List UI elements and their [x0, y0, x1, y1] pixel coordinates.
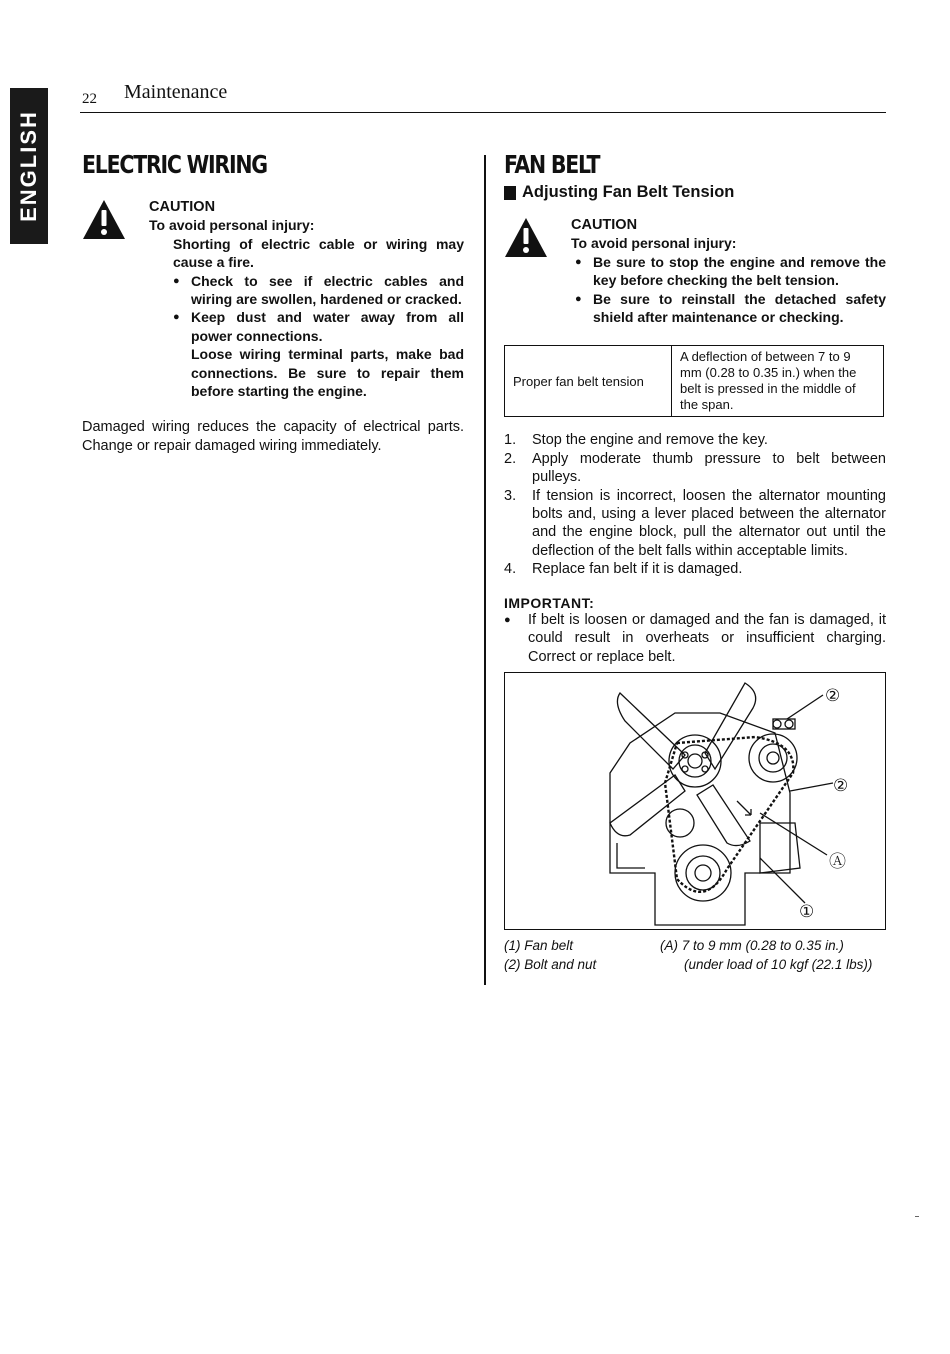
caution-intro: To avoid personal injury: — [571, 235, 737, 252]
bullet-dot-icon: ● — [173, 311, 180, 324]
bullet-dot-icon: ● — [173, 274, 180, 287]
engine-fan-belt-figure — [504, 672, 886, 930]
belt-tension-spec-table — [504, 345, 884, 417]
caution-title: CAUTION — [571, 217, 638, 233]
electric-wiring-section — [82, 148, 464, 471]
caution-bullet: ● Keep dust and water away from all power connections. — [173, 309, 464, 344]
important-note: ● If belt is loosen or damaged and the fan is damaged, it could result in overheats or insufficient charging. Correct or replace belt. — [504, 611, 886, 665]
callout-label: ② — [833, 775, 849, 796]
language-tab — [10, 88, 48, 244]
bullet-dot-icon: ● — [575, 292, 582, 305]
electric-wiring-caution — [82, 198, 464, 400]
spec-value: A deflection of between 7 to 9 mm (0.28 to 0.35 in.) when the belt is pressed in the middle of the span. — [672, 346, 884, 417]
page-header — [80, 80, 886, 113]
language-tab-label: ENGLISH — [16, 110, 41, 222]
fan-belt-subtitle — [504, 183, 886, 202]
fan-belt-title: FAN BELT — [504, 150, 600, 179]
procedure-step: 4. Replace fan belt if it is damaged. — [504, 561, 743, 578]
caution-title: CAUTION — [149, 199, 216, 215]
fan-belt-subtitle-text: Adjusting Fan Belt Tension — [522, 183, 735, 201]
caution-bullet: ● Check to see if electric cables and wiring are swollen, hardened or cracked. — [173, 272, 464, 308]
caption-item: (2) Bolt and nut — [504, 956, 597, 972]
procedure-step: 2. Apply moderate thumb pressure to belt between pulleys. — [504, 450, 886, 486]
caution-bullet: ● Be sure to stop the engine and remove the key before checking the belt tension. — [575, 253, 886, 289]
caution-statement: Shorting of electric cable or wiring may cause a fire. — [173, 235, 464, 271]
electric-wiring-body: Damaged wiring reduces the capacity of electrical parts. Change or repair damaged wiring immediately. — [82, 419, 464, 455]
callout-label: ② — [825, 685, 841, 706]
procedure-step: 1. Stop the engine and remove the key. — [504, 432, 768, 449]
procedure-step: 3. If tension is incorrect, loosen the alternator mounting bolts and, using a lever placed between the alternator and the engine block, pull the alternator out until the deflection of the belt falls within acceptable limits. — [504, 487, 886, 559]
square-bullet-icon — [504, 186, 516, 200]
procedure-steps — [504, 431, 886, 578]
caution-intro: To avoid personal injury: — [149, 217, 315, 234]
page-number: 22 — [82, 91, 97, 107]
column-divider — [484, 155, 486, 985]
warning-triangle-icon — [82, 198, 126, 240]
caution-note: Loose wiring terminal parts, make bad connections. Be sure to repair them before starting the engine. — [191, 346, 464, 400]
caution-bullet: ● Be sure to reinstall the detached safety shield after maintenance or checking. — [575, 290, 886, 326]
caption-item: (A) 7 to 9 mm (0.28 to 0.35 in.) — [660, 937, 844, 953]
callout-label: ① — [799, 901, 815, 922]
bullet-dot-icon: ● — [504, 613, 511, 626]
bullet-dot-icon: ● — [575, 255, 582, 268]
scan-mark — [915, 1216, 919, 1217]
warning-triangle-icon — [504, 216, 548, 258]
section-name: Maintenance — [124, 81, 228, 103]
figure-captions — [504, 936, 886, 974]
callout-label: Ⓐ — [829, 851, 846, 872]
caption-item: (under load of 10 kgf (22.1 lbs)) — [684, 956, 873, 972]
electric-wiring-title: ELECTRIC WIRING — [82, 150, 267, 179]
fan-belt-caution — [504, 216, 886, 326]
engine-illustration — [505, 673, 885, 929]
caption-item: (1) Fan belt — [504, 937, 574, 953]
fan-belt-section — [504, 148, 886, 974]
important-heading: IMPORTANT: — [504, 594, 595, 611]
spec-label: Proper fan belt tension — [505, 346, 672, 417]
